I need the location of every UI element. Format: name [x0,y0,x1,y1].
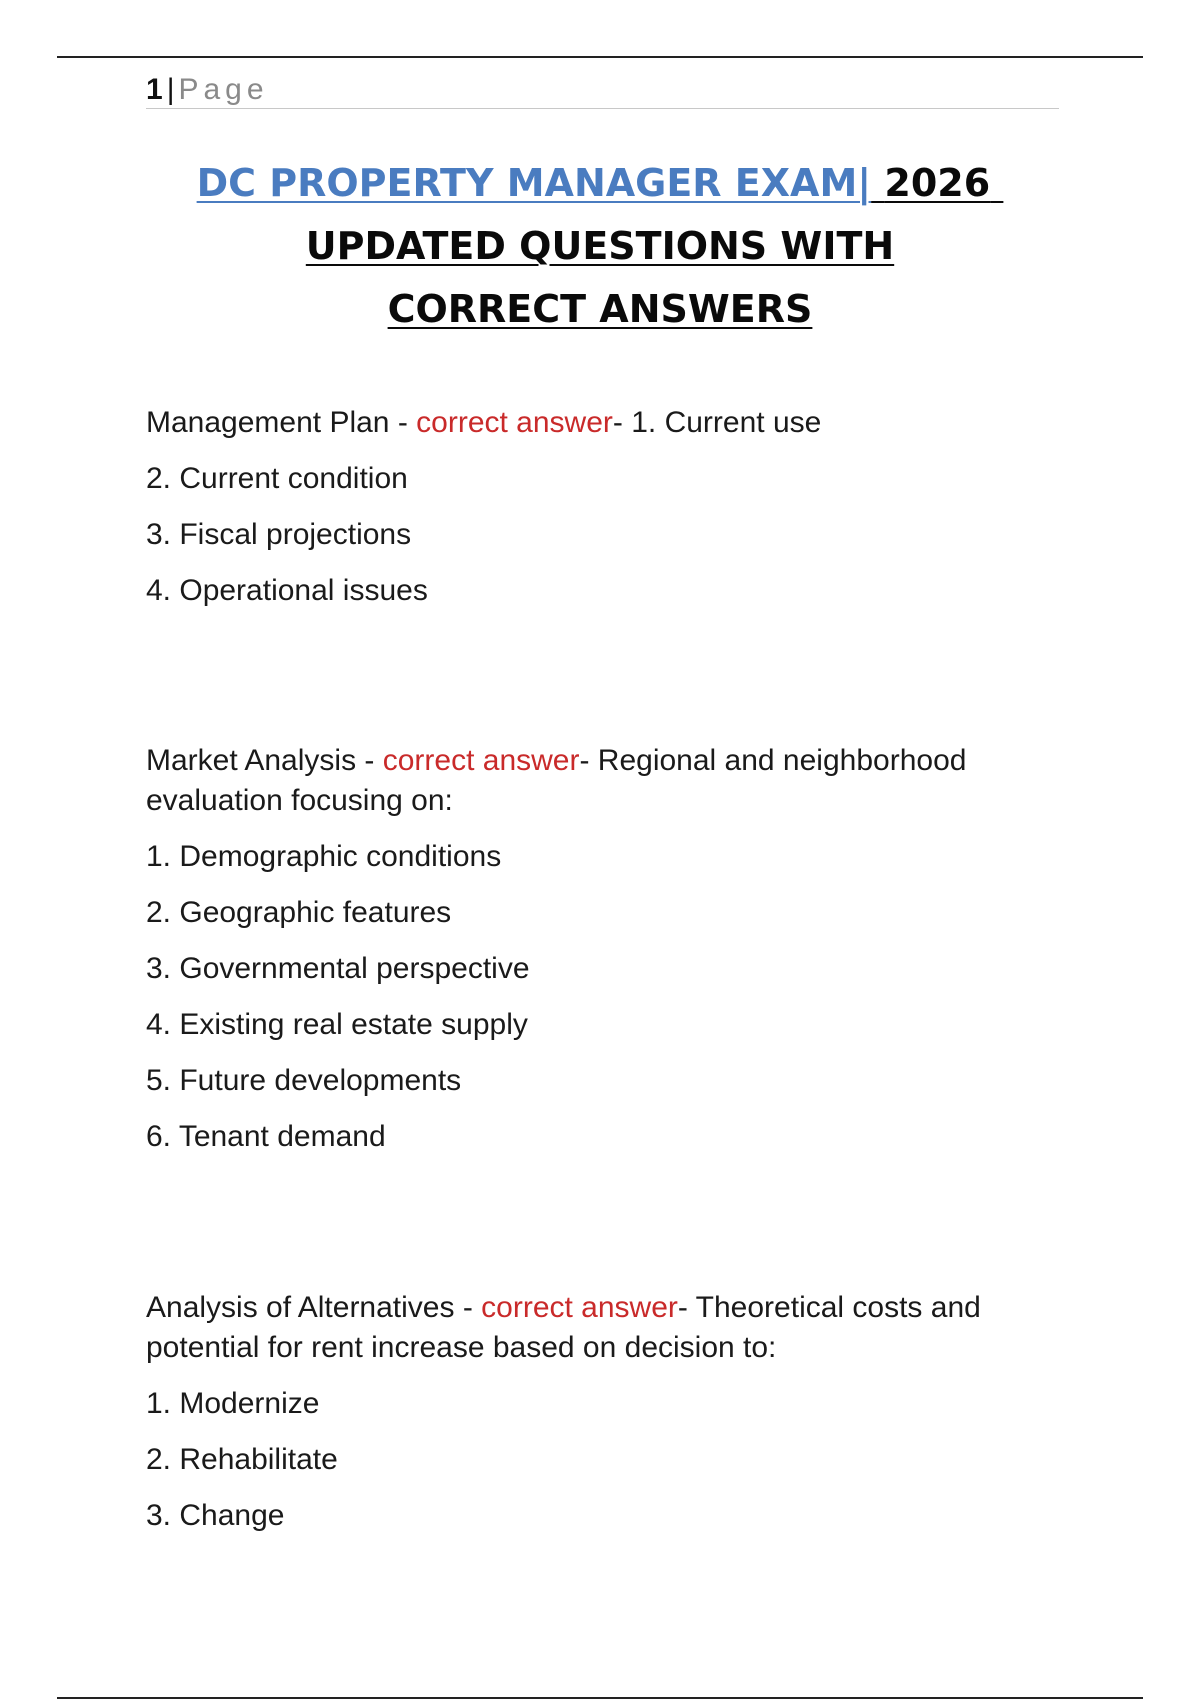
question-market-analysis [146,741,1066,1157]
list-item: 6. Tenant demand [146,1120,386,1153]
title-line-3: CORRECT ANSWERS [387,287,813,331]
answer-text: - 1. Current use [612,406,822,439]
top-rule [57,56,1143,58]
page-number: 1 [146,73,163,106]
answer-text: - Theoretical costs and potential for rent increase based on decision to: [146,1291,981,1364]
question-term: Analysis of Alternatives - [146,1291,482,1324]
question-term: Management Plan - [146,406,417,439]
list-item: 2. Geographic features [146,896,452,929]
answer-label: correct answer [382,744,580,777]
question-text [146,1288,1066,1368]
question-text [146,403,1066,443]
list-item: 3. Governmental perspective [146,952,530,985]
list-item: 5. Future developments [146,1064,462,1097]
question-analysis-of-alternatives [146,1288,1066,1536]
title-trailing-space [990,161,1003,205]
page-header [146,72,1059,109]
list-item: 2. Rehabilitate [146,1443,338,1476]
page-label: Page [178,73,269,106]
title-line-1 [0,152,1200,215]
answer-label: correct answer [481,1291,678,1324]
list-item: 3. Change [146,1499,285,1532]
list-item: 4. Existing real estate supply [146,1008,528,1041]
page-separator: | [166,73,175,106]
list-item: 4. Operational issues [146,574,428,607]
title-line-2: UPDATED QUESTIONS WITH [305,224,895,268]
list-item: 2. Current condition [146,462,408,495]
bottom-rule [57,1697,1143,1699]
answer-label: correct answer [416,406,613,439]
list-item: 3. Fiscal projections [146,518,412,551]
title-space [871,161,884,205]
list-item: 1. Modernize [146,1387,320,1420]
title-year: 2026 [884,161,991,205]
question-text [146,741,1066,821]
title-exam-name: DC PROPERTY MANAGER EXAM| [196,161,872,205]
document-title [0,152,1200,341]
question-management-plan [146,403,1066,611]
question-term: Market Analysis - [146,744,383,777]
answer-text: - Regional and neighborhood evaluation focusing on: [146,744,967,817]
list-item: 1. Demographic conditions [146,840,502,873]
